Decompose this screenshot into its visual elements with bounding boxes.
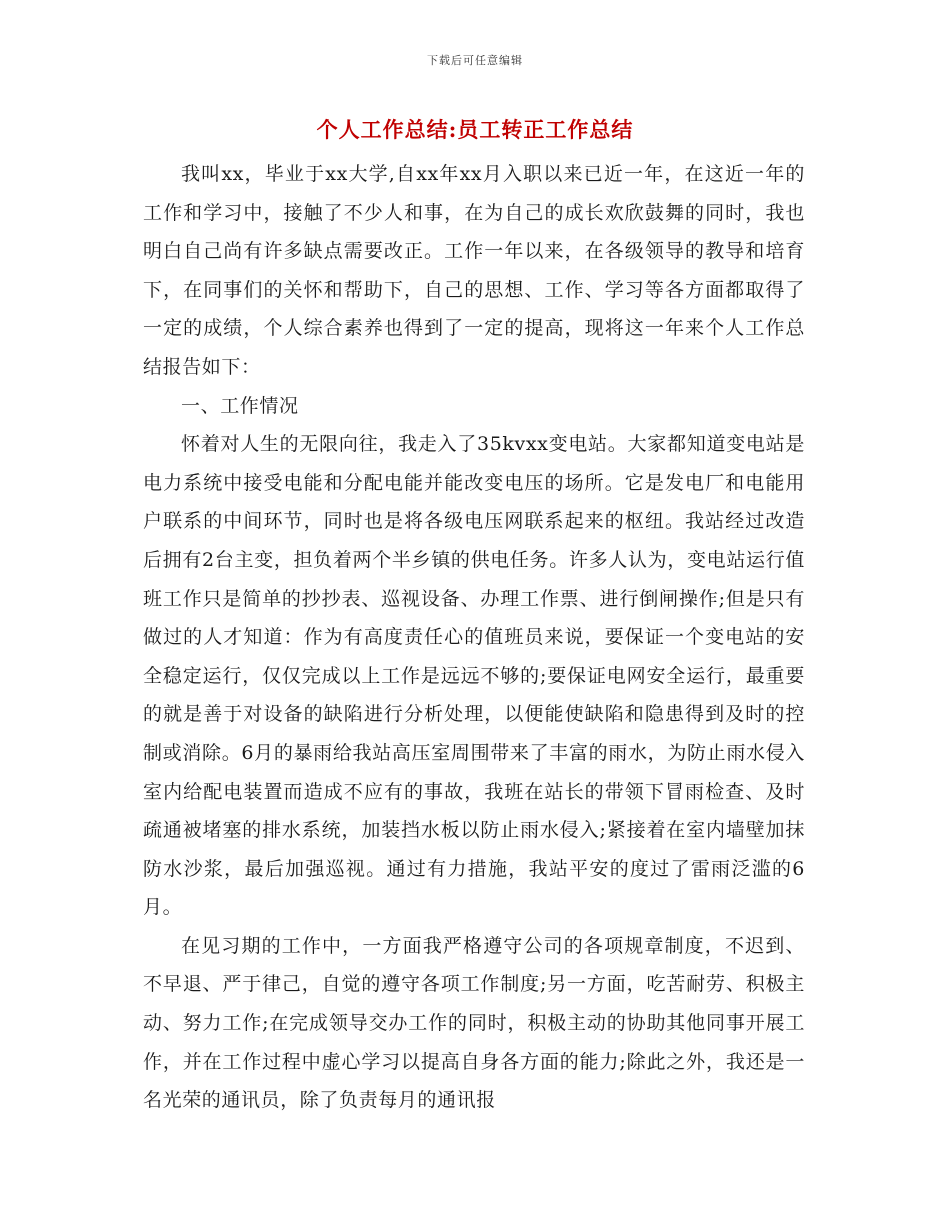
paragraph-probation: 在见习期的工作中，一方面我严格遵守公司的各项规章制度，不迟到、不早退、严于律己，自觉的遵守各项工作制度;另一方面，吃苦耐劳、积极主动、努力工作;在完成领导交办工作的同时，积极主动的协助其他同事开展工作，并在工作过程中虚心学习以提高自身各方面的能力;除此之外，我还是一名光荣的通讯员，除了负责每月的通讯报 <box>143 934 805 1112</box>
document-title: 个人工作总结:员工转正工作总结 <box>316 117 634 142</box>
section-heading-work: 一、工作情况 <box>181 394 299 417</box>
document-body <box>143 155 805 1120</box>
paragraph-intro: 我叫xx，毕业于xx大学,自xx年xx月入职以来已近一年，在这近一年的工作和学习中，接触了不少人和事，在为自己的成长欢欣鼓舞的同时，我也明白自己尚有许多缺点需要改正。工作一年以来，在各级领导的教导和培育下，在同事们的关怀和帮助下，自己的思想、工作、学习等各方面都取得了一定的成绩，个人综合素养也得到了一定的提高，现将这一年来个人工作总结报告如下： <box>143 163 805 378</box>
paragraph-work-situation: 怀着对人生的无限向往，我走入了35kvxx变电站。大家都知道变电站是电力系统中接受电能和分配电能并能改变电压的场所。它是发电厂和电能用户联系的中间环节，同时也是将各级电压网联系起来的枢纽。我站经过改造后拥有2台主变，担负着两个半乡镇的供电任务。许多人认为，变电站运行值班工作只是简单的抄抄表、巡视设备、办理工作票、进行倒闸操作;但是只有做过的人才知道：作为有高度责任心的值班员来说，要保证一个变电站的安全稳定运行，仅仅完成以上工作是远远不够的;要保证电网安全运行，最重要的就是善于对设备的缺陷进行分析处理，以便能使缺陷和隐患得到及时的控制或消除。6月的暴雨给我站高压室周围带来了丰富的雨水，为防止雨水侵入室内给配电装置而造成不应有的事故，我班在站长的带领下冒雨检查、及时疏通被堵塞的排水系统，加装挡水板以防止雨水侵入;紧接着在室内墙壁加抹防水沙浆，最后加强巡视。通过有力措施，我站平安的度过了雷雨泛滥的6月。 <box>143 433 805 919</box>
header-note: 下载后可任意编辑 <box>427 54 523 67</box>
